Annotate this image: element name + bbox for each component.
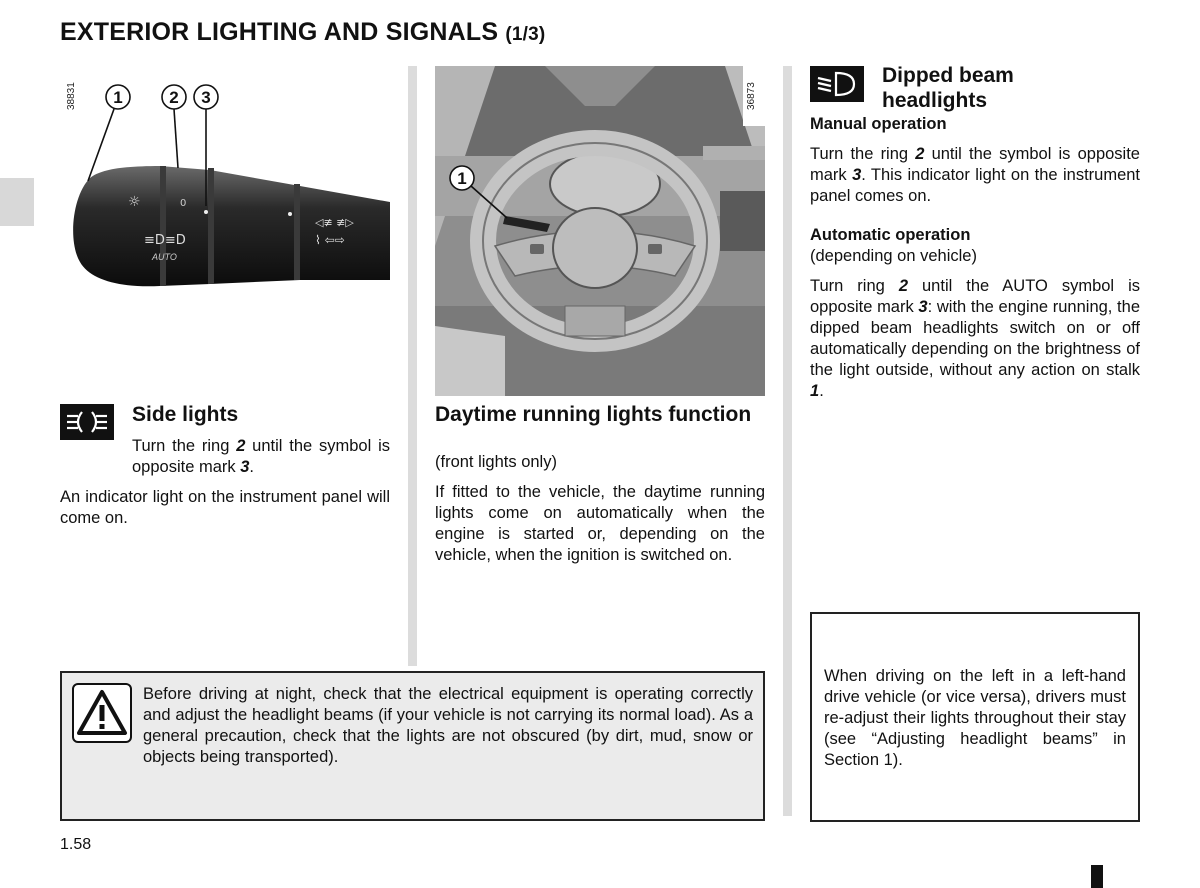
- daytime-heading: Daytime running lights function: [435, 403, 752, 426]
- side-lights-heading: Side lights: [132, 403, 239, 426]
- warning-triangle-icon: [72, 683, 132, 743]
- light-switch-stalk-illustration: [60, 66, 390, 296]
- page-title-part: (1/3): [505, 24, 546, 45]
- svg-text:0: 0: [180, 198, 187, 209]
- page-title: EXTERIOR LIGHTING AND SIGNALS (1/3): [60, 18, 546, 46]
- figure-ref: 36873: [746, 82, 757, 110]
- side-lights-icon: [60, 404, 114, 440]
- svg-text:1: 1: [113, 88, 123, 107]
- page-number: 1.58: [60, 836, 92, 853]
- dashboard-figure: [435, 66, 765, 396]
- column-divider-right: [783, 66, 792, 816]
- svg-text:⌇ ⇦⇨: ⌇ ⇦⇨: [315, 233, 345, 247]
- svg-text:2: 2: [169, 88, 179, 107]
- svg-text:3: 3: [201, 88, 211, 107]
- note-box: [810, 612, 1140, 822]
- side-lights-body: [60, 436, 390, 478]
- dipped-beam-icon: [810, 66, 864, 102]
- svg-text:1: 1: [457, 169, 467, 188]
- manual-operation-body: Turn the ring 2 until the symbol is opposite mark 3. This indicator light on the instrument panel comes on.: [810, 145, 1141, 205]
- steering-wheel-photo: [435, 66, 765, 396]
- warning-box: [60, 671, 765, 821]
- daytime-subheading: (front lights only): [435, 453, 557, 471]
- section-tab: [0, 178, 34, 226]
- automatic-operation-sub: (depending on vehicle): [810, 247, 977, 265]
- side-lights-para-2: An indicator light on the instrument panel will come on.: [60, 488, 390, 527]
- svg-text:≡D≡D: ≡D≡D: [144, 233, 186, 248]
- note-text: When driving on the left in a left-hand drive vehicle (or vice versa), drivers must re-adjust their lights throughout their stay (see “Adjusting headlight beams” in Section 1).: [824, 667, 1126, 769]
- side-lights-para-1: Turn the ring 2 until the symbol is opposite mark 3.: [132, 437, 390, 476]
- svg-text:AUTO: AUTO: [152, 252, 177, 262]
- stalk-figure: [60, 66, 390, 296]
- figure-ref: 38831: [66, 82, 77, 110]
- daytime-body: If fitted to the vehicle, the daytime running lights come on automatically when the engine is started or, depending on the vehicle, when the ignition is switched on.: [435, 483, 765, 564]
- automatic-operation-body: Turn ring 2 until the AUTO symbol is opposite mark 3: with the engine running, the dipped beam headlights switch on or off automatically depending on the brightness of the light outside, without any action on stalk 1.: [810, 277, 1141, 400]
- svg-text:☼: ☼: [128, 194, 141, 210]
- corner-mark: [1091, 865, 1103, 888]
- manual-operation-heading: Manual operation: [810, 115, 947, 133]
- column-divider-left: [408, 66, 417, 666]
- automatic-operation-heading: Automatic operation: [810, 226, 971, 244]
- warning-text: Before driving at night, check that the electrical equipment is operating correctly and adjust the headlight beams (if your vehicle is not carrying its normal load). As a general precaution, check that the lights are not obscured (by dirt, mud, snow or objects being transported).: [143, 685, 753, 766]
- dipped-beam-heading: Dipped beam headlights: [882, 64, 1014, 112]
- svg-text:◁≢ ≢▷: ◁≢ ≢▷: [315, 216, 354, 229]
